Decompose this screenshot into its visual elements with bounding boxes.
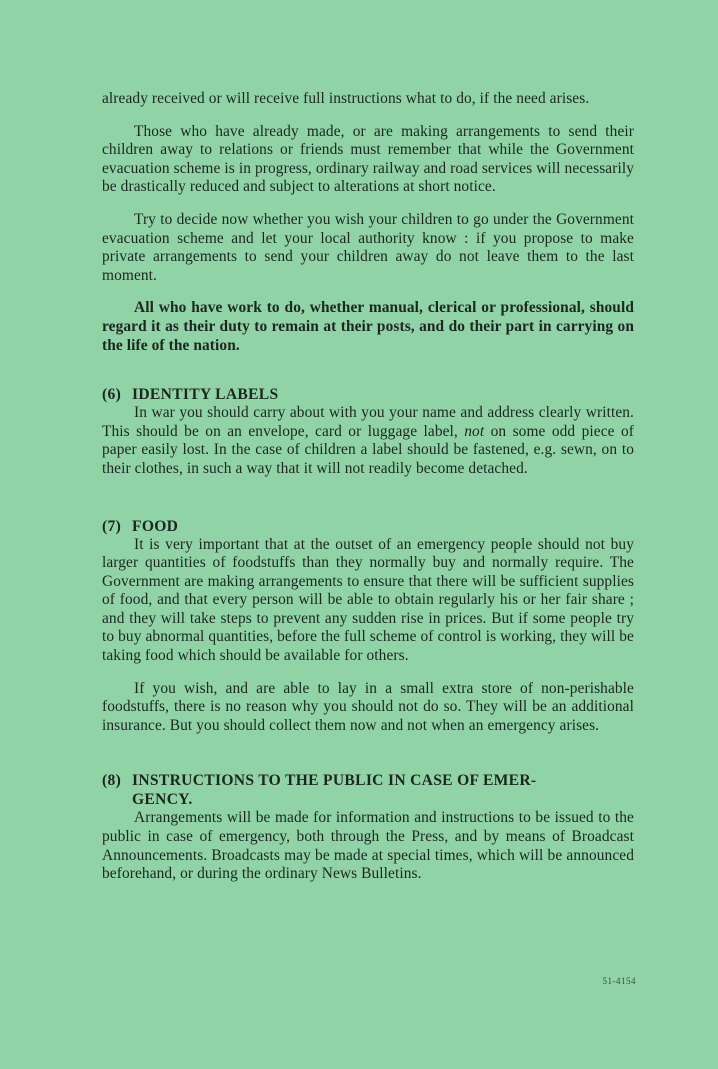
paragraph-text: In war you should carry about with you your name and address clearly written. This should be on an envelope, card or luggage label, bbox=[102, 404, 634, 440]
paragraph-identity-labels bbox=[102, 404, 634, 478]
paragraph-food-extra-store: If you wish, and are able to lay in a small extra store of non-perishable foodstuffs, there is no reason why you should not do so. They will be an additional insurance. But you should collect them now and not when an emergency arises. bbox=[102, 679, 634, 734]
print-code: 51-4154 bbox=[602, 976, 636, 986]
section-number: (7) bbox=[102, 517, 122, 535]
paragraph-broadcasts: Arrangements will be made for information and instructions to be issued to the public in case of emergency, both through the Press, and by means of Broadcast Announcements. Broadcasts may be made at special times, which will be announced beforehand, or during the ordinary News Bulletins. bbox=[102, 809, 634, 883]
paragraph-remain-at-posts: All who have work to do, whether manual, clerical or professional, should regard it as their duty to remain at their posts, and do their part in carrying on the life of the nation. bbox=[102, 299, 634, 354]
section-number: (8) bbox=[102, 772, 122, 790]
section-number: (6) bbox=[102, 386, 122, 404]
paragraph-text: on some odd piece of paper easily lost. In the case of children a label should be fastened, e.g. sewn, on to their clothes, in such a way that it will not readily become detached. bbox=[102, 422, 634, 477]
paragraph-decide-now: Try to decide now whether you wish your children to go under the Government evacuation scheme and let your local authority know : if you propose to make private arrangements to send your children away do not leave them to the last moment. bbox=[102, 210, 634, 284]
section-heading-instructions bbox=[102, 771, 634, 809]
section-title: IDENTITY LABELS bbox=[132, 386, 279, 404]
section-title: FOOD bbox=[132, 517, 179, 535]
emphasis-text: not bbox=[464, 422, 485, 440]
paragraph-food-outset: It is very important that at the outset of an emergency people should not buy larger quantities of foodstuffs than they normally buy and normally require. The Government are making arrangements to ensure that there will be sufficient supplies of food, and that every person will be able to obtain regularly his or her fair share ; and they will take steps to prevent any sudden rise in prices. But if some people try to buy abnormal quantities, before the full scheme of control is working, they will be taking food which should be available for others. bbox=[102, 535, 634, 665]
section-title: INSTRUCTIONS TO THE PUBLIC IN CASE OF EMER- bbox=[132, 772, 537, 790]
paragraph-private-arrangements: Those who have already made, or are making arrangements to send their children away to relations or friends must remember that while the Government evacuation scheme is in progress, ordinary railway and road services will necessarily be drastically reduced and subject to alterations at short notice. bbox=[102, 122, 634, 196]
paragraph-continued: already received or will receive full instructions what to do, if the need arises. bbox=[102, 90, 590, 107]
section-title-continued: GENCY. bbox=[132, 791, 193, 809]
section-heading-food bbox=[102, 517, 634, 536]
section-heading-identity-labels bbox=[102, 385, 634, 404]
